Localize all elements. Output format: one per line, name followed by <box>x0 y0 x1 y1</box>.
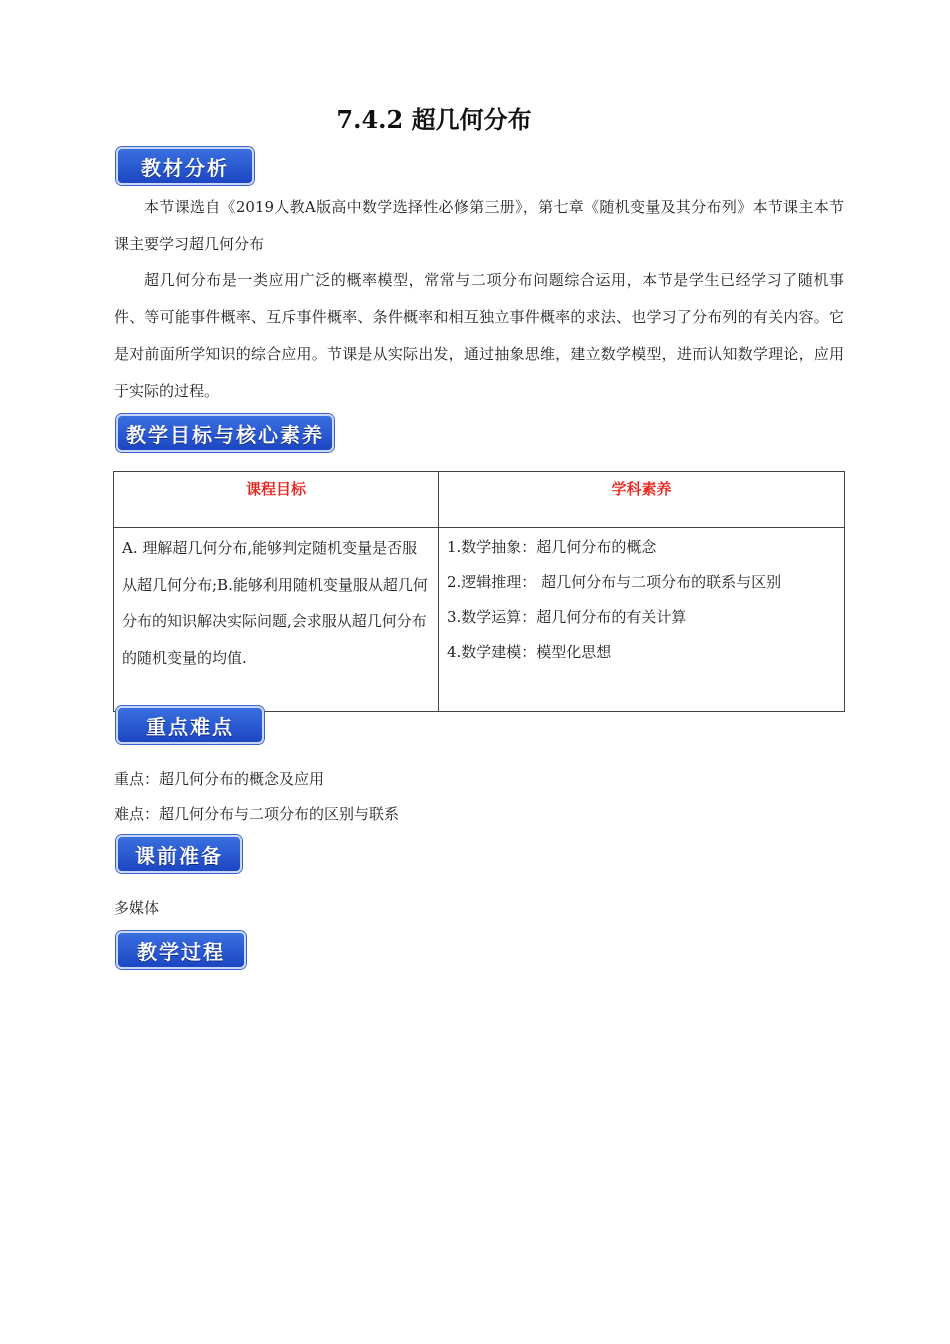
literacy-item: 1.数学抽象：超几何分布的概念 <box>447 538 657 556</box>
preparation-text: 多媒体 <box>114 899 160 917</box>
section-badge-analysis: 教材分析 <box>116 147 254 185</box>
section-badge-process: 教学过程 <box>116 931 246 969</box>
table-header-course-goals: 课程目标 <box>114 472 439 528</box>
section-badge-keypoints: 重点难点 <box>116 706 264 744</box>
analysis-paragraph-2: 超几何分布是一类应用广泛的概率模型，常常与二项分布问题综合运用，本节是学生已经学习了随机事件、等可能事件概率、互斥事件概率、条件概率和相互独立事件概率的求法、也学习了分布列的有关内容。它是对前面所学知识的综合应用。节课是从实际出发，通过抽象思维，建立数学模型，进而认知数学理论，应用于实际的过程。 <box>114 271 844 400</box>
analysis-paragraph-1: 本节课选自《2019人教A版高中数学选择性必修第三册》，第七章《随机变量及其分布列》本节课主本节课主要学习超几何分布 <box>114 198 844 253</box>
core-literacy-cell <box>439 528 845 712</box>
key-point-line: 重点：超几何分布的概念及应用 <box>114 770 325 788</box>
literacy-item: 4.数学建模：模型化思想 <box>447 643 612 661</box>
course-goals-cell: A. 理解超几何分布,能够判定随机变量是否服从超几何分布;B.能够利用随机变量服从超几何分布的知识解决实际问题,会求服从超几何分布的随机变量的均值. <box>114 528 439 712</box>
literacy-item: 3.数学运算：超几何分布的有关计算 <box>447 608 687 626</box>
section-badge-preparation: 课前准备 <box>116 835 242 873</box>
table-header-core-literacy: 学科素养 <box>439 472 845 528</box>
objectives-table <box>113 471 845 712</box>
section-badge-objectives: 教学目标与核心素养 <box>116 414 334 452</box>
page-title: 7.4.2 超几何分布 <box>336 105 532 134</box>
difficult-point-line: 难点：超几何分布与二项分布的区别与联系 <box>114 805 400 823</box>
literacy-item: 2.逻辑推理： 超几何分布与二项分布的联系与区别 <box>447 573 782 591</box>
